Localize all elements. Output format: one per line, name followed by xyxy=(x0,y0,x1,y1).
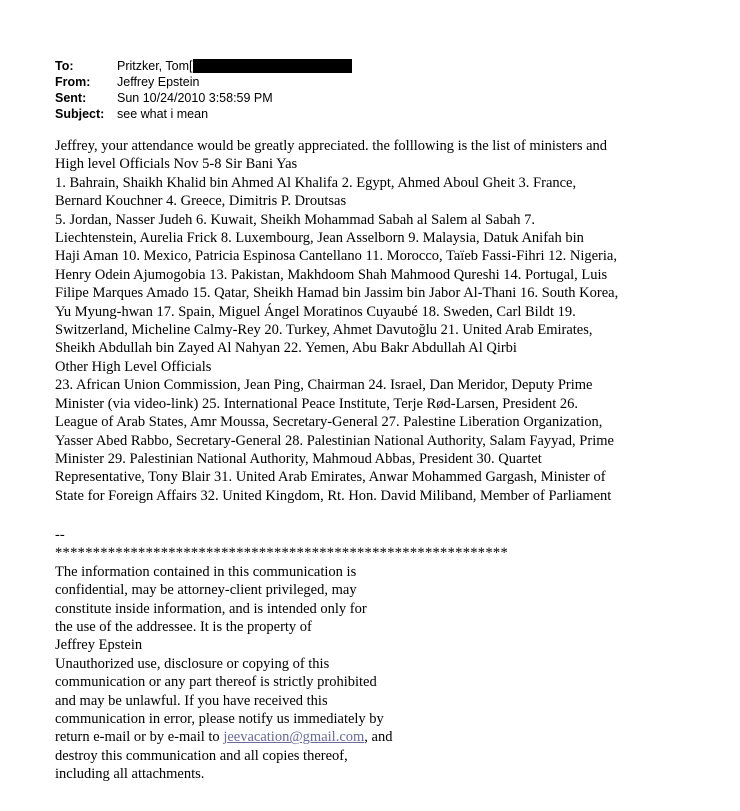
body-line: Other High Level Officials xyxy=(55,358,212,375)
body-line: High level Officials Nov 5-8 Sir Bani Yas xyxy=(55,156,298,173)
body-line: Sheikh Abdullah bin Zayed Al Nahyan 22. Yemen, Abu Bakr Abdullah Al Qirbi xyxy=(55,340,517,357)
body-line: Switzerland, Micheline Calmy-Rey 20. Turkey, Ahmet Davutoğlu 21. United Arab Emirates, xyxy=(55,322,593,339)
disclaimer-line: Jeffrey Epstein xyxy=(55,637,143,654)
email-body xyxy=(55,137,725,505)
from-label: From: xyxy=(55,75,91,89)
email-suffix: , and xyxy=(364,729,393,746)
body-line: 5. Jordan, Nasser Judeh 6. Kuwait, Sheikh Mohammad Sabah al Salem al Sabah 7. xyxy=(55,211,536,228)
subject-label: Subject: xyxy=(55,107,105,121)
sent-label: Sent: xyxy=(55,91,87,105)
to-label: To: xyxy=(55,59,74,73)
body-line: Filipe Marques Amado 15. Qatar, Sheikh Hamad bin Jassim bin Jabor Al-Thani 16. South Korea, xyxy=(55,285,619,302)
body-line: Minister 29. Palestinian National Authority, Mahmoud Abbas, President 30. Quartet xyxy=(55,450,542,467)
redaction-block xyxy=(193,59,352,73)
body-line: Jeffrey, your attendance would be greatly appreciated. the folllowing is the list of ministers and xyxy=(55,138,608,154)
to-name: Pritzker, Tom[ xyxy=(117,59,193,73)
email-link[interactable]: jeevacation@gmail.com xyxy=(223,729,365,746)
disclaimer-line: including all attachments. xyxy=(55,766,205,783)
disclaimer-line: communication or any part thereof is strictly prohibited xyxy=(55,674,377,691)
body-line: Henry Odein Ajumogobia 13. Pakistan, Makhdoom Shah Mahmood Qureshi 14. Portugal, Luis xyxy=(55,266,608,283)
sent-row xyxy=(55,90,352,106)
body-line: 23. African Union Commission, Jean Ping, Chairman 24. Israel, Dan Meridor, Deputy Prime xyxy=(55,377,593,394)
email-prefix: return e-mail or by e-mail to xyxy=(55,729,224,746)
disclaimer-line: constitute inside information, and is intended only for xyxy=(55,600,367,617)
disclaimer-line: the use of the addressee. It is the property of xyxy=(55,619,312,636)
signature-dashes: -- xyxy=(55,527,65,543)
body-line: Yasser Abed Rabbo, Secretary-General 28. Palestinian National Authority, Salam Fayyad, Prime xyxy=(55,432,614,449)
body-line: State for Foreign Affairs 32. United Kingdom, Rt. Hon. David Miliband, Member of Parliament xyxy=(55,487,612,504)
body-line: Representative, Tony Blair 31. United Arab Emirates, Anwar Mohammed Gargash, Minister of xyxy=(55,469,606,486)
body-line: Bernard Kouchner 4. Greece, Dimitris P. Droutsas xyxy=(55,193,347,210)
body-line: League of Arab States, Amr Moussa, Secretary-General 27. Palestine Liberation Organization, xyxy=(55,414,603,431)
disclaimer-line: confidential, may be attorney-client privileged, may xyxy=(55,582,357,599)
to-value xyxy=(117,58,352,74)
body-line: Haji Aman 10. Mexico, Patricia Espinosa Cantellano 11. Morocco, Taïeb Fassi-Fihri 12. Nigeria, xyxy=(55,248,617,265)
body-line: Yu Myung-hwan 17. Spain, Miguel Ángel Moratinos Cuyaubé 18. Sweden, Carl Bildt 19. xyxy=(55,303,576,320)
disclaimer-email-line xyxy=(55,728,508,746)
subject-value: see what i mean xyxy=(117,107,209,121)
signature-separator: ************************************************************ xyxy=(55,545,508,562)
to-row xyxy=(55,58,352,74)
from-value: Jeffrey Epstein xyxy=(117,75,200,89)
disclaimer-line: Unauthorized use, disclosure or copying of this xyxy=(55,655,330,672)
disclaimer-line: The information contained in this communication is xyxy=(55,563,357,580)
body-line: 1. Bahrain, Shaikh Khalid bin Ahmed Al Khalifa 2. Egypt, Ahmed Aboul Gheit 3. France, xyxy=(55,174,577,191)
signature-block xyxy=(55,526,508,784)
body-line: Liechtenstein, Aurelia Frick 8. Luxembourg, Jean Asselborn 9. Malaysia, Datuk Anifah bin xyxy=(55,230,584,247)
disclaimer-line: communication in error, please notify us immediately by xyxy=(55,711,384,728)
subject-row xyxy=(55,106,352,122)
email-header xyxy=(55,58,352,122)
disclaimer-line: and may be unlawful. If you have received this xyxy=(55,692,328,709)
body-line: Minister (via video-link) 25. International Peace Institute, Terje Rød-Larsen, President 26. xyxy=(55,395,578,412)
from-row xyxy=(55,74,352,90)
disclaimer-line: destroy this communication and all copies thereof, xyxy=(55,747,348,764)
sent-value: Sun 10/24/2010 3:58:59 PM xyxy=(117,91,273,105)
